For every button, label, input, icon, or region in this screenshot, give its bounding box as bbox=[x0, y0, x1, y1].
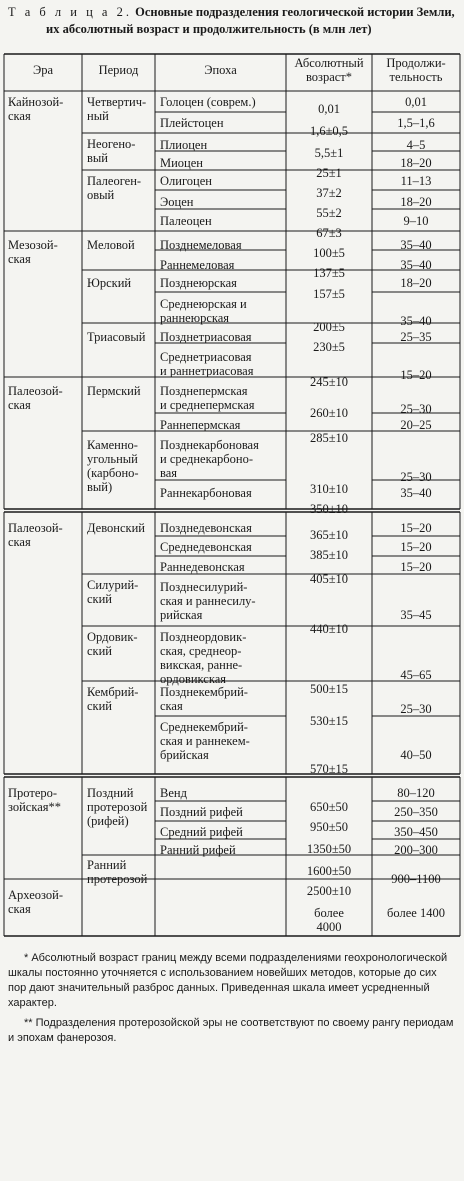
duration-value: 18–20 bbox=[400, 276, 432, 290]
age-value: 440±10 bbox=[309, 622, 349, 636]
age-value: 5,5±1 bbox=[314, 146, 344, 160]
duration-value: 35–40 bbox=[400, 258, 432, 272]
age-value: 67±3 bbox=[316, 226, 342, 240]
epoch-cell: Раннемеловая bbox=[160, 258, 235, 272]
age-value: 2500±10 bbox=[306, 884, 352, 898]
period-cell: Девонский bbox=[87, 521, 145, 535]
duration-value: 80–120 bbox=[397, 786, 435, 800]
period-cell: Поздний протерозой (рифей) bbox=[87, 786, 148, 828]
period-cell: Четвертич- ный bbox=[87, 95, 147, 123]
age-value: 25±1 bbox=[316, 166, 342, 180]
epoch-cell: Эоцен bbox=[160, 195, 194, 209]
duration-value: 15–20 bbox=[400, 368, 432, 382]
period-cell: Меловой bbox=[87, 238, 135, 252]
era-cell: Кайнозой- ская bbox=[8, 95, 64, 123]
duration-value: 18–20 bbox=[400, 195, 432, 209]
epoch-cell: Олигоцен bbox=[160, 174, 212, 188]
epoch-cell: Плейстоцен bbox=[160, 116, 224, 130]
header-period: Период bbox=[98, 63, 139, 77]
age-value: 1350±50 bbox=[306, 842, 352, 856]
duration-value: 25–35 bbox=[400, 330, 432, 344]
age-value: более 4000 bbox=[314, 906, 344, 934]
epoch-cell: Среднеюрская и раннеюрская bbox=[160, 297, 247, 325]
epoch-cell: Позднедевонская bbox=[160, 521, 252, 535]
duration-value: 15–20 bbox=[400, 521, 432, 535]
epoch-cell: Раннедевонская bbox=[160, 560, 245, 574]
age-value: 0,01 bbox=[318, 102, 340, 116]
title-line2: их абсолютный возраст и продолжительность (в млн лет) bbox=[46, 22, 372, 36]
duration-value: 35–40 bbox=[400, 238, 432, 252]
age-value: 100±5 bbox=[313, 246, 345, 260]
epoch-cell: Позднеордовик- ская, среднеор- викская, ранне- ордовикская bbox=[160, 630, 247, 686]
era-cell: Археозой- ская bbox=[8, 888, 63, 916]
age-value: 350±10 bbox=[309, 502, 349, 516]
epoch-cell: Ранний рифей bbox=[160, 843, 236, 857]
age-value: 1,6±0,5 bbox=[309, 124, 349, 138]
epoch-cell: Позднекембрий- ская bbox=[160, 685, 248, 713]
footnote-1: * Абсолютный возраст границ между всеми подразделениями геохронологической шкалы постоянно уточняется с использованием новейших методов, которые до сих пор дают значительный разброс данных. Приведенная шкала имеет усредненный характер. bbox=[8, 952, 448, 1009]
duration-value: 25–30 bbox=[400, 702, 432, 716]
period-cell: Силурий- ский bbox=[87, 578, 139, 606]
footnote-2: ** Подразделения протерозойской эры не соответствуют по своему рангу периодам и эпохам фанерозоя. bbox=[8, 1017, 454, 1044]
age-value: 385±10 bbox=[309, 548, 349, 562]
duration-value: 1,5–1,6 bbox=[397, 116, 435, 130]
epoch-cell: Раннекарбоновая bbox=[160, 486, 252, 500]
epoch-cell: Палеоцен bbox=[160, 214, 212, 228]
duration-value: 900–1100 bbox=[391, 872, 441, 886]
age-value: 530±15 bbox=[309, 714, 349, 728]
period-cell: Пермский bbox=[87, 384, 141, 398]
duration-value: 15–20 bbox=[400, 560, 432, 574]
header-era: Эра bbox=[32, 63, 54, 77]
header-age: Абсолютный возраст* bbox=[294, 56, 364, 84]
age-value: 365±10 bbox=[309, 528, 349, 542]
age-value: 37±2 bbox=[316, 186, 342, 200]
period-cell: Ордовик- ский bbox=[87, 630, 138, 658]
age-value: 650±50 bbox=[309, 800, 349, 814]
duration-value: 15–20 bbox=[400, 540, 432, 554]
duration-value: 25–30 bbox=[400, 470, 432, 484]
epoch-cell: Позднепермская и среднепермская bbox=[160, 384, 255, 412]
age-value: 405±10 bbox=[309, 572, 349, 586]
epoch-cell: Позднесилурий- ская и раннесилу- рийская bbox=[160, 580, 256, 622]
epoch-cell: Раннепермская bbox=[160, 418, 241, 432]
duration-value: 200–300 bbox=[394, 843, 438, 857]
title-line1: Основные подразделения геологической истории Земли, bbox=[135, 5, 455, 19]
age-value: 260±10 bbox=[309, 406, 349, 420]
epoch-cell: Позднетриасовая bbox=[160, 330, 252, 344]
duration-value: 250–350 bbox=[394, 805, 438, 819]
period-cell: Ранний протерозой bbox=[87, 858, 148, 886]
epoch-cell: Среднетриасовая и раннетриасовая bbox=[160, 350, 254, 378]
age-value: 245±10 bbox=[309, 375, 349, 389]
era-cell: Палеозой- ская bbox=[8, 384, 63, 412]
duration-value: 11–13 bbox=[400, 174, 432, 188]
period-cell: Кембрий- ский bbox=[87, 685, 139, 713]
duration-value: 40–50 bbox=[400, 748, 432, 762]
header-epoch: Эпоха bbox=[204, 63, 237, 77]
age-value: 230±5 bbox=[313, 340, 345, 354]
period-cell: Неогено- вый bbox=[87, 137, 136, 165]
age-value: 137±5 bbox=[313, 266, 345, 280]
epoch-cell: Среднекембрий- ская и раннекем- брийская bbox=[160, 720, 250, 762]
epoch-cell: Средний рифей bbox=[160, 825, 243, 839]
duration-value: 350–450 bbox=[394, 825, 438, 839]
age-value: 157±5 bbox=[313, 287, 345, 301]
table-label: Т а б л и ц а 2. bbox=[8, 5, 132, 19]
era-cell: Палеозой- ская bbox=[8, 521, 63, 549]
duration-value: 9–10 bbox=[403, 214, 429, 228]
epoch-cell: Среднедевонская bbox=[160, 540, 252, 554]
duration-value: 20–25 bbox=[400, 418, 432, 432]
duration-value: 35–40 bbox=[400, 314, 432, 328]
epoch-cell: Плиоцен bbox=[160, 138, 208, 152]
age-value: 55±2 bbox=[316, 206, 342, 220]
duration-value: 35–45 bbox=[400, 608, 432, 622]
duration-value: 4–5 bbox=[406, 138, 426, 152]
duration-value: 18–20 bbox=[400, 156, 432, 170]
age-value: 285±10 bbox=[309, 431, 349, 445]
era-cell: Протеро- зойская** bbox=[8, 786, 62, 814]
duration-value: 35–40 bbox=[400, 486, 432, 500]
epoch-cell: Миоцен bbox=[160, 156, 203, 170]
age-value: 310±10 bbox=[309, 482, 349, 496]
duration-value: 0,01 bbox=[405, 95, 427, 109]
epoch-cell: Позднемеловая bbox=[160, 238, 242, 252]
duration-value: более 1400 bbox=[387, 906, 445, 920]
epoch-cell: Венд bbox=[160, 786, 187, 800]
age-value: 200±5 bbox=[313, 320, 345, 334]
epoch-cell: Позднеюрская bbox=[160, 276, 237, 290]
epoch-cell: Поздний рифей bbox=[160, 805, 243, 819]
epoch-cell: Голоцен (соврем.) bbox=[160, 95, 256, 109]
age-value: 570±15 bbox=[309, 762, 349, 776]
header-duration: Продолжи- тельность bbox=[386, 56, 446, 84]
era-cell: Мезозой- ская bbox=[8, 238, 58, 266]
duration-value: 45–65 bbox=[400, 668, 432, 682]
epoch-cell: Позднекарбоновая и среднекарбоно- вая bbox=[160, 438, 259, 480]
age-value: 1600±50 bbox=[306, 864, 352, 878]
period-cell: Триасовый bbox=[87, 330, 146, 344]
period-cell: Юрский bbox=[87, 276, 132, 290]
period-cell: Каменно- угольный (карбоно- вый) bbox=[87, 438, 139, 494]
age-value: 500±15 bbox=[309, 682, 349, 696]
period-cell: Палеоген- овый bbox=[87, 174, 142, 202]
duration-value: 25–30 bbox=[400, 402, 432, 416]
age-value: 950±50 bbox=[309, 820, 349, 834]
